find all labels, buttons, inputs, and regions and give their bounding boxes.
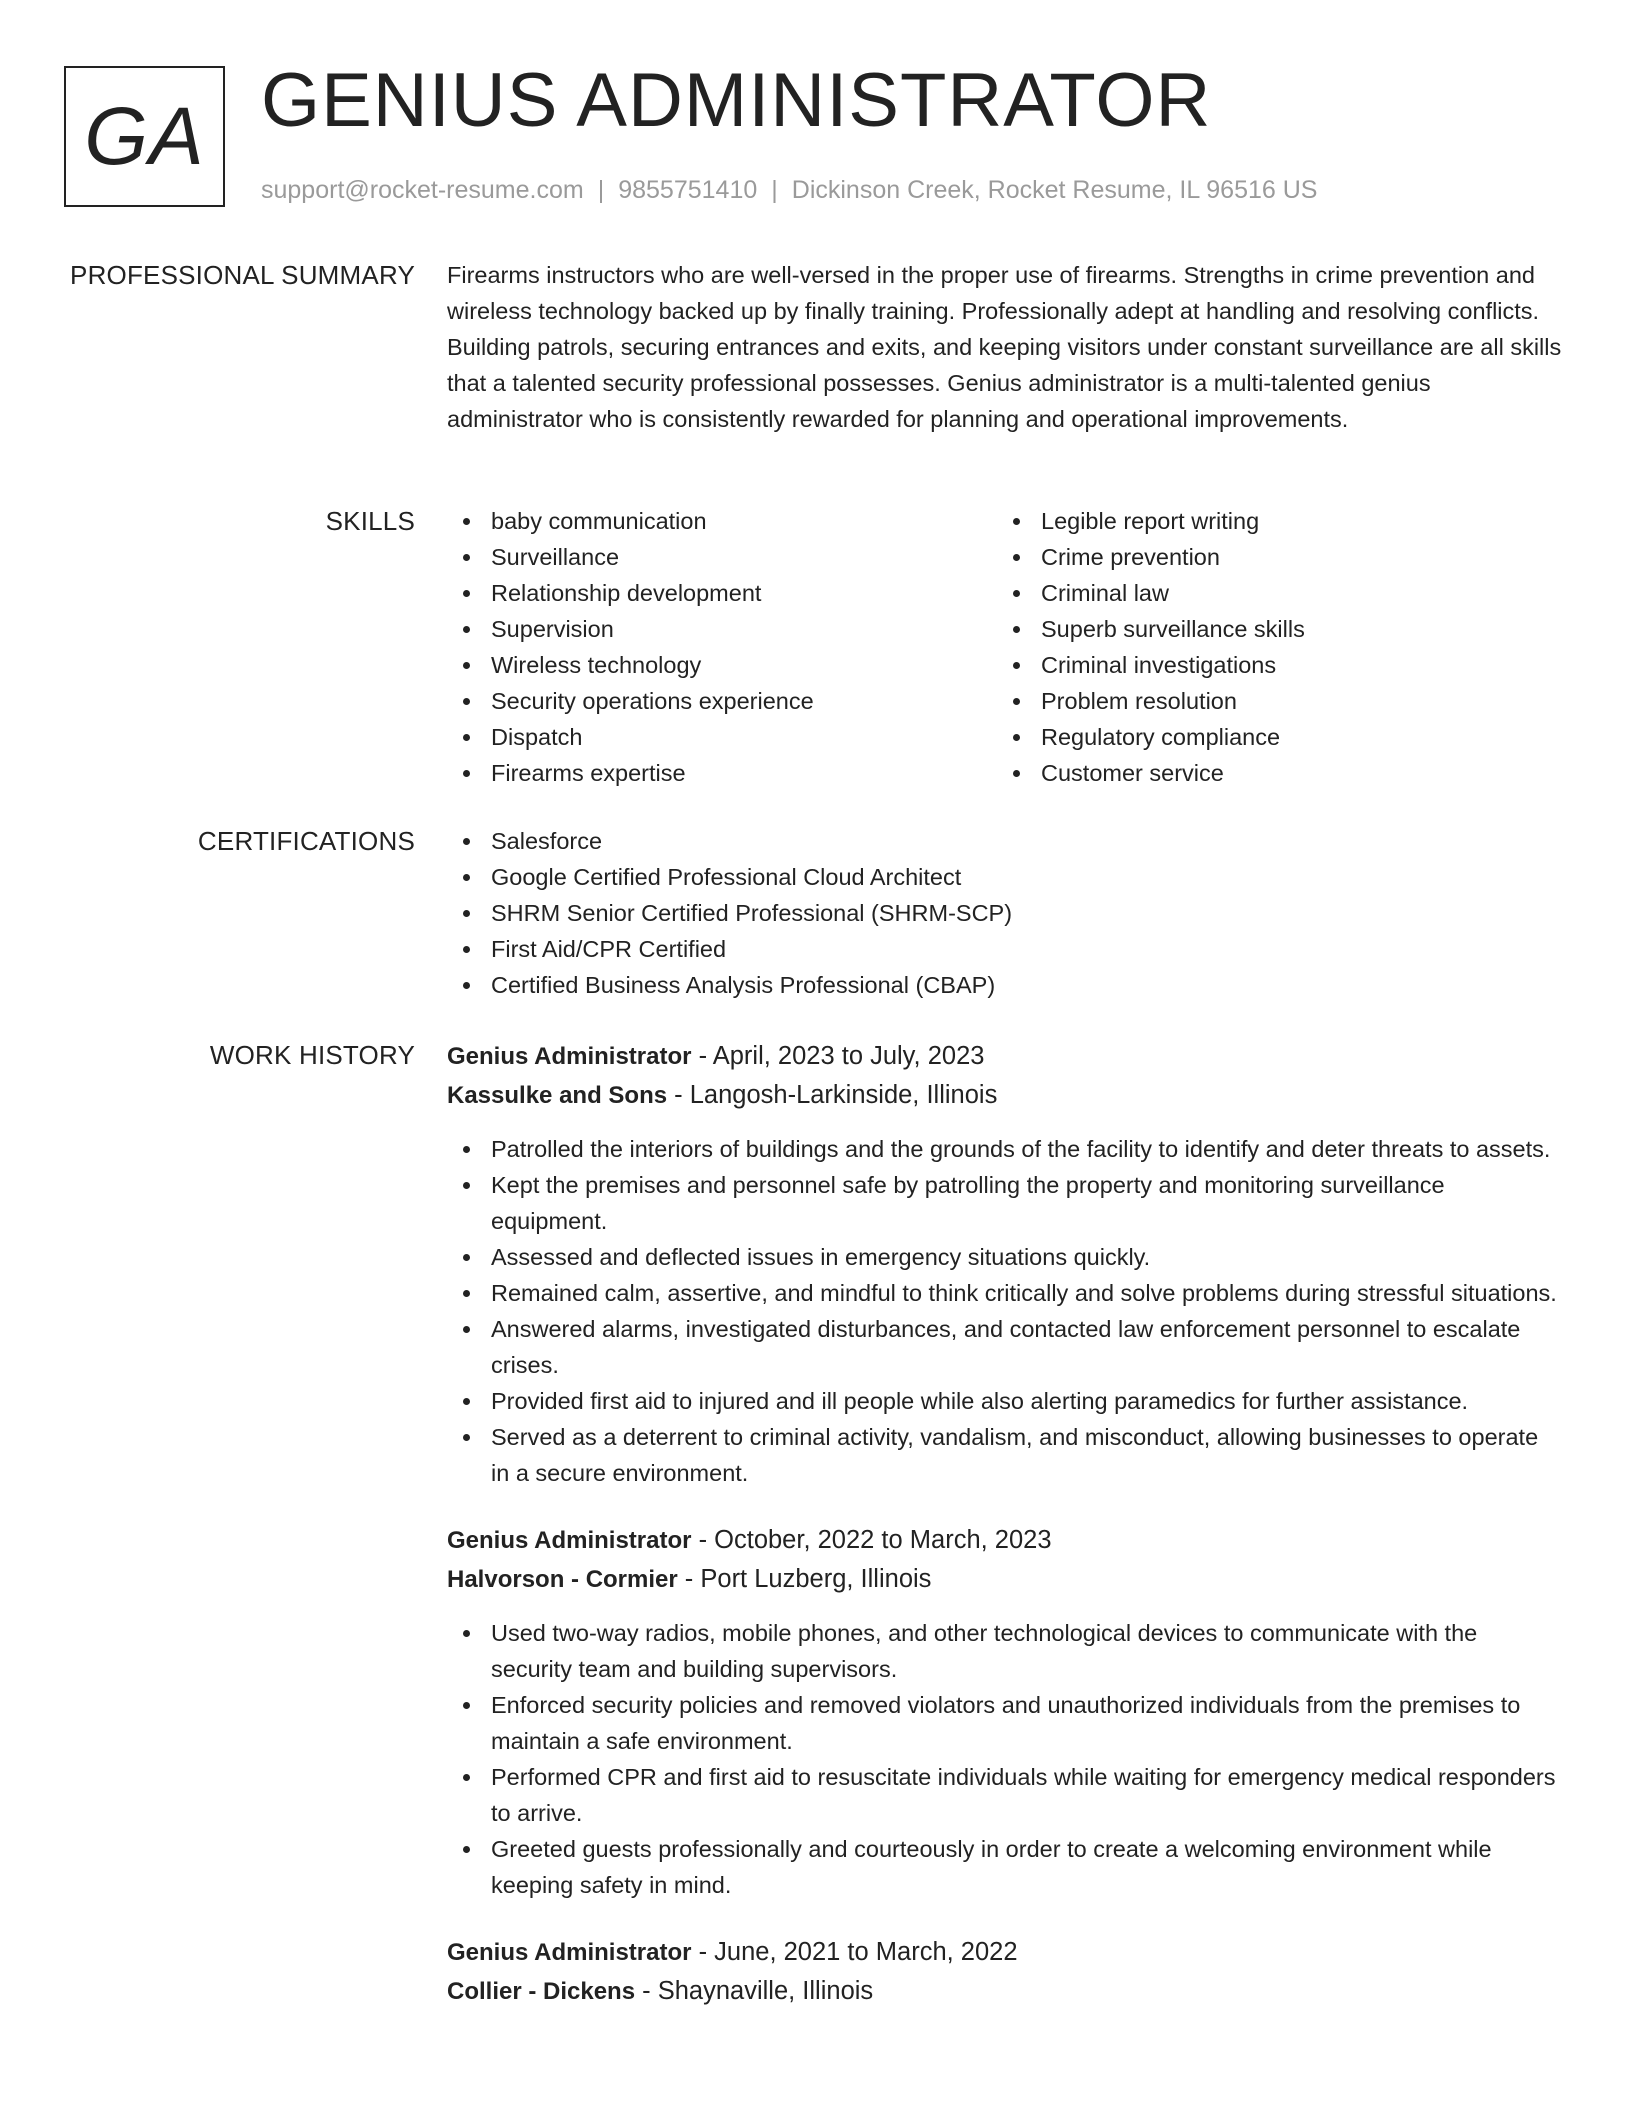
contact-separator: | [597, 176, 605, 204]
list-item: Crime prevention [997, 539, 1547, 575]
job-title: Genius Administrator [447, 1939, 692, 1966]
job-company: Collier - Dickens [447, 1978, 636, 2005]
job-title-line [447, 1037, 1562, 1076]
contact-line [261, 172, 1317, 208]
list-item: First Aid/CPR Certified [447, 931, 1562, 967]
list-item: Criminal investigations [997, 647, 1547, 683]
list-item: Kept the premises and personnel safe by patrolling the property and monitoring surveillance equipment. [447, 1167, 1562, 1239]
section-label-work-history: WORK HISTORY [209, 1040, 415, 1070]
job-company-line [447, 1560, 1562, 1599]
section-label-summary: PROFESSIONAL SUMMARY [70, 260, 415, 290]
list-item: Supervision [447, 611, 997, 647]
certifications-list [447, 823, 1562, 1003]
contact-email[interactable]: support@rocket-resume.com [261, 176, 584, 204]
list-item: Google Certified Professional Cloud Architect [447, 859, 1562, 895]
job-location: - Port Luzberg, Illinois [677, 1565, 932, 1593]
list-item: Customer service [997, 755, 1547, 791]
job-entry [447, 1933, 1562, 2011]
job-company: Halvorson - Cormier [447, 1566, 678, 1593]
job-dates: - June, 2021 to March, 2022 [691, 1938, 1018, 1966]
section-label-skills: SKILLS [325, 506, 415, 536]
list-item: baby communication [447, 503, 997, 539]
job-title-line [447, 1521, 1562, 1560]
job-duties-list [447, 1615, 1562, 1903]
list-item: Assessed and deflected issues in emergency situations quickly. [447, 1239, 1562, 1275]
section-label-certifications: CERTIFICATIONS [197, 826, 415, 856]
job-dates: - April, 2023 to July, 2023 [691, 1042, 985, 1070]
job-duties-list [447, 1131, 1562, 1491]
list-item: Wireless technology [447, 647, 997, 683]
job-entry [447, 1037, 1562, 1491]
list-item: Answered alarms, investigated disturbances, and contacted law enforcement personnel to escalate crises. [447, 1311, 1562, 1383]
job-title-line [447, 1933, 1562, 1972]
skills-list-left [447, 503, 997, 791]
list-item: Relationship development [447, 575, 997, 611]
job-dates: - October, 2022 to March, 2023 [691, 1526, 1052, 1554]
list-item: Problem resolution [997, 683, 1547, 719]
list-item: Criminal law [997, 575, 1547, 611]
list-item: Performed CPR and first aid to resuscitate individuals while waiting for emergency medical responders to arrive. [447, 1759, 1562, 1831]
list-item: Security operations experience [447, 683, 997, 719]
job-title: Genius Administrator [447, 1043, 692, 1070]
list-item: Legible report writing [997, 503, 1547, 539]
job-company-line [447, 1972, 1562, 2011]
contact-separator: | [771, 176, 778, 204]
job-title: Genius Administrator [447, 1527, 692, 1554]
list-item: Patrolled the interiors of buildings and the grounds of the facility to identify and deter threats to assets. [447, 1131, 1562, 1167]
list-item: Used two-way radios, mobile phones, and other technological devices to communicate with the security team and building supervisors. [447, 1615, 1562, 1687]
list-item: Certified Business Analysis Professional (CBAP) [447, 967, 1562, 1003]
list-item: Salesforce [447, 823, 1562, 859]
list-item: SHRM Senior Certified Professional (SHRM-SCP) [447, 895, 1562, 931]
job-location: - Shaynaville, Illinois [635, 1977, 874, 2005]
list-item: Firearms expertise [447, 755, 997, 791]
list-item: Served as a deterrent to criminal activity, vandalism, and misconduct, allowing businesses to operate in a secure environment. [447, 1419, 1562, 1491]
monogram-badge: GA [64, 66, 225, 207]
skills-list-right [997, 503, 1547, 791]
list-item: Surveillance [447, 539, 997, 575]
candidate-name: GENIUS ADMINISTRATOR [261, 58, 1212, 143]
list-item: Enforced security policies and removed violators and unauthorized individuals from the premises to maintain a safe environment. [447, 1687, 1562, 1759]
contact-phone[interactable]: 9855751410 [618, 176, 758, 204]
list-item: Remained calm, assertive, and mindful to think critically and solve problems during stressful situations. [447, 1275, 1562, 1311]
job-location: - Langosh-Larkinside, Illinois [667, 1081, 998, 1109]
job-company-line [447, 1076, 1562, 1115]
job-company: Kassulke and Sons [447, 1082, 668, 1109]
list-item: Regulatory compliance [997, 719, 1547, 755]
list-item: Provided first aid to injured and ill people while also alerting paramedics for further assistance. [447, 1383, 1562, 1419]
list-item: Greeted guests professionally and courteously in order to create a welcoming environment while keeping safety in mind. [447, 1831, 1562, 1903]
list-item: Superb surveillance skills [997, 611, 1547, 647]
contact-address: Dickinson Creek, Rocket Resume, IL 96516 US [791, 176, 1318, 204]
job-entry [447, 1521, 1562, 1903]
summary-text: Firearms instructors who are well-versed in the proper use of firearms. Strengths in crime prevention and wireless technology backed up by finally training. Professionally adept at handling and resolving conflicts. Building patrols, securing entrances and exits, and keeping visitors under constant surveillance are all skills that a talented security professional possesses. Genius administrator is a multi-talented genius administrator who is consistently rewarded for planning and operational improvements. [447, 262, 1562, 432]
list-item: Dispatch [447, 719, 997, 755]
